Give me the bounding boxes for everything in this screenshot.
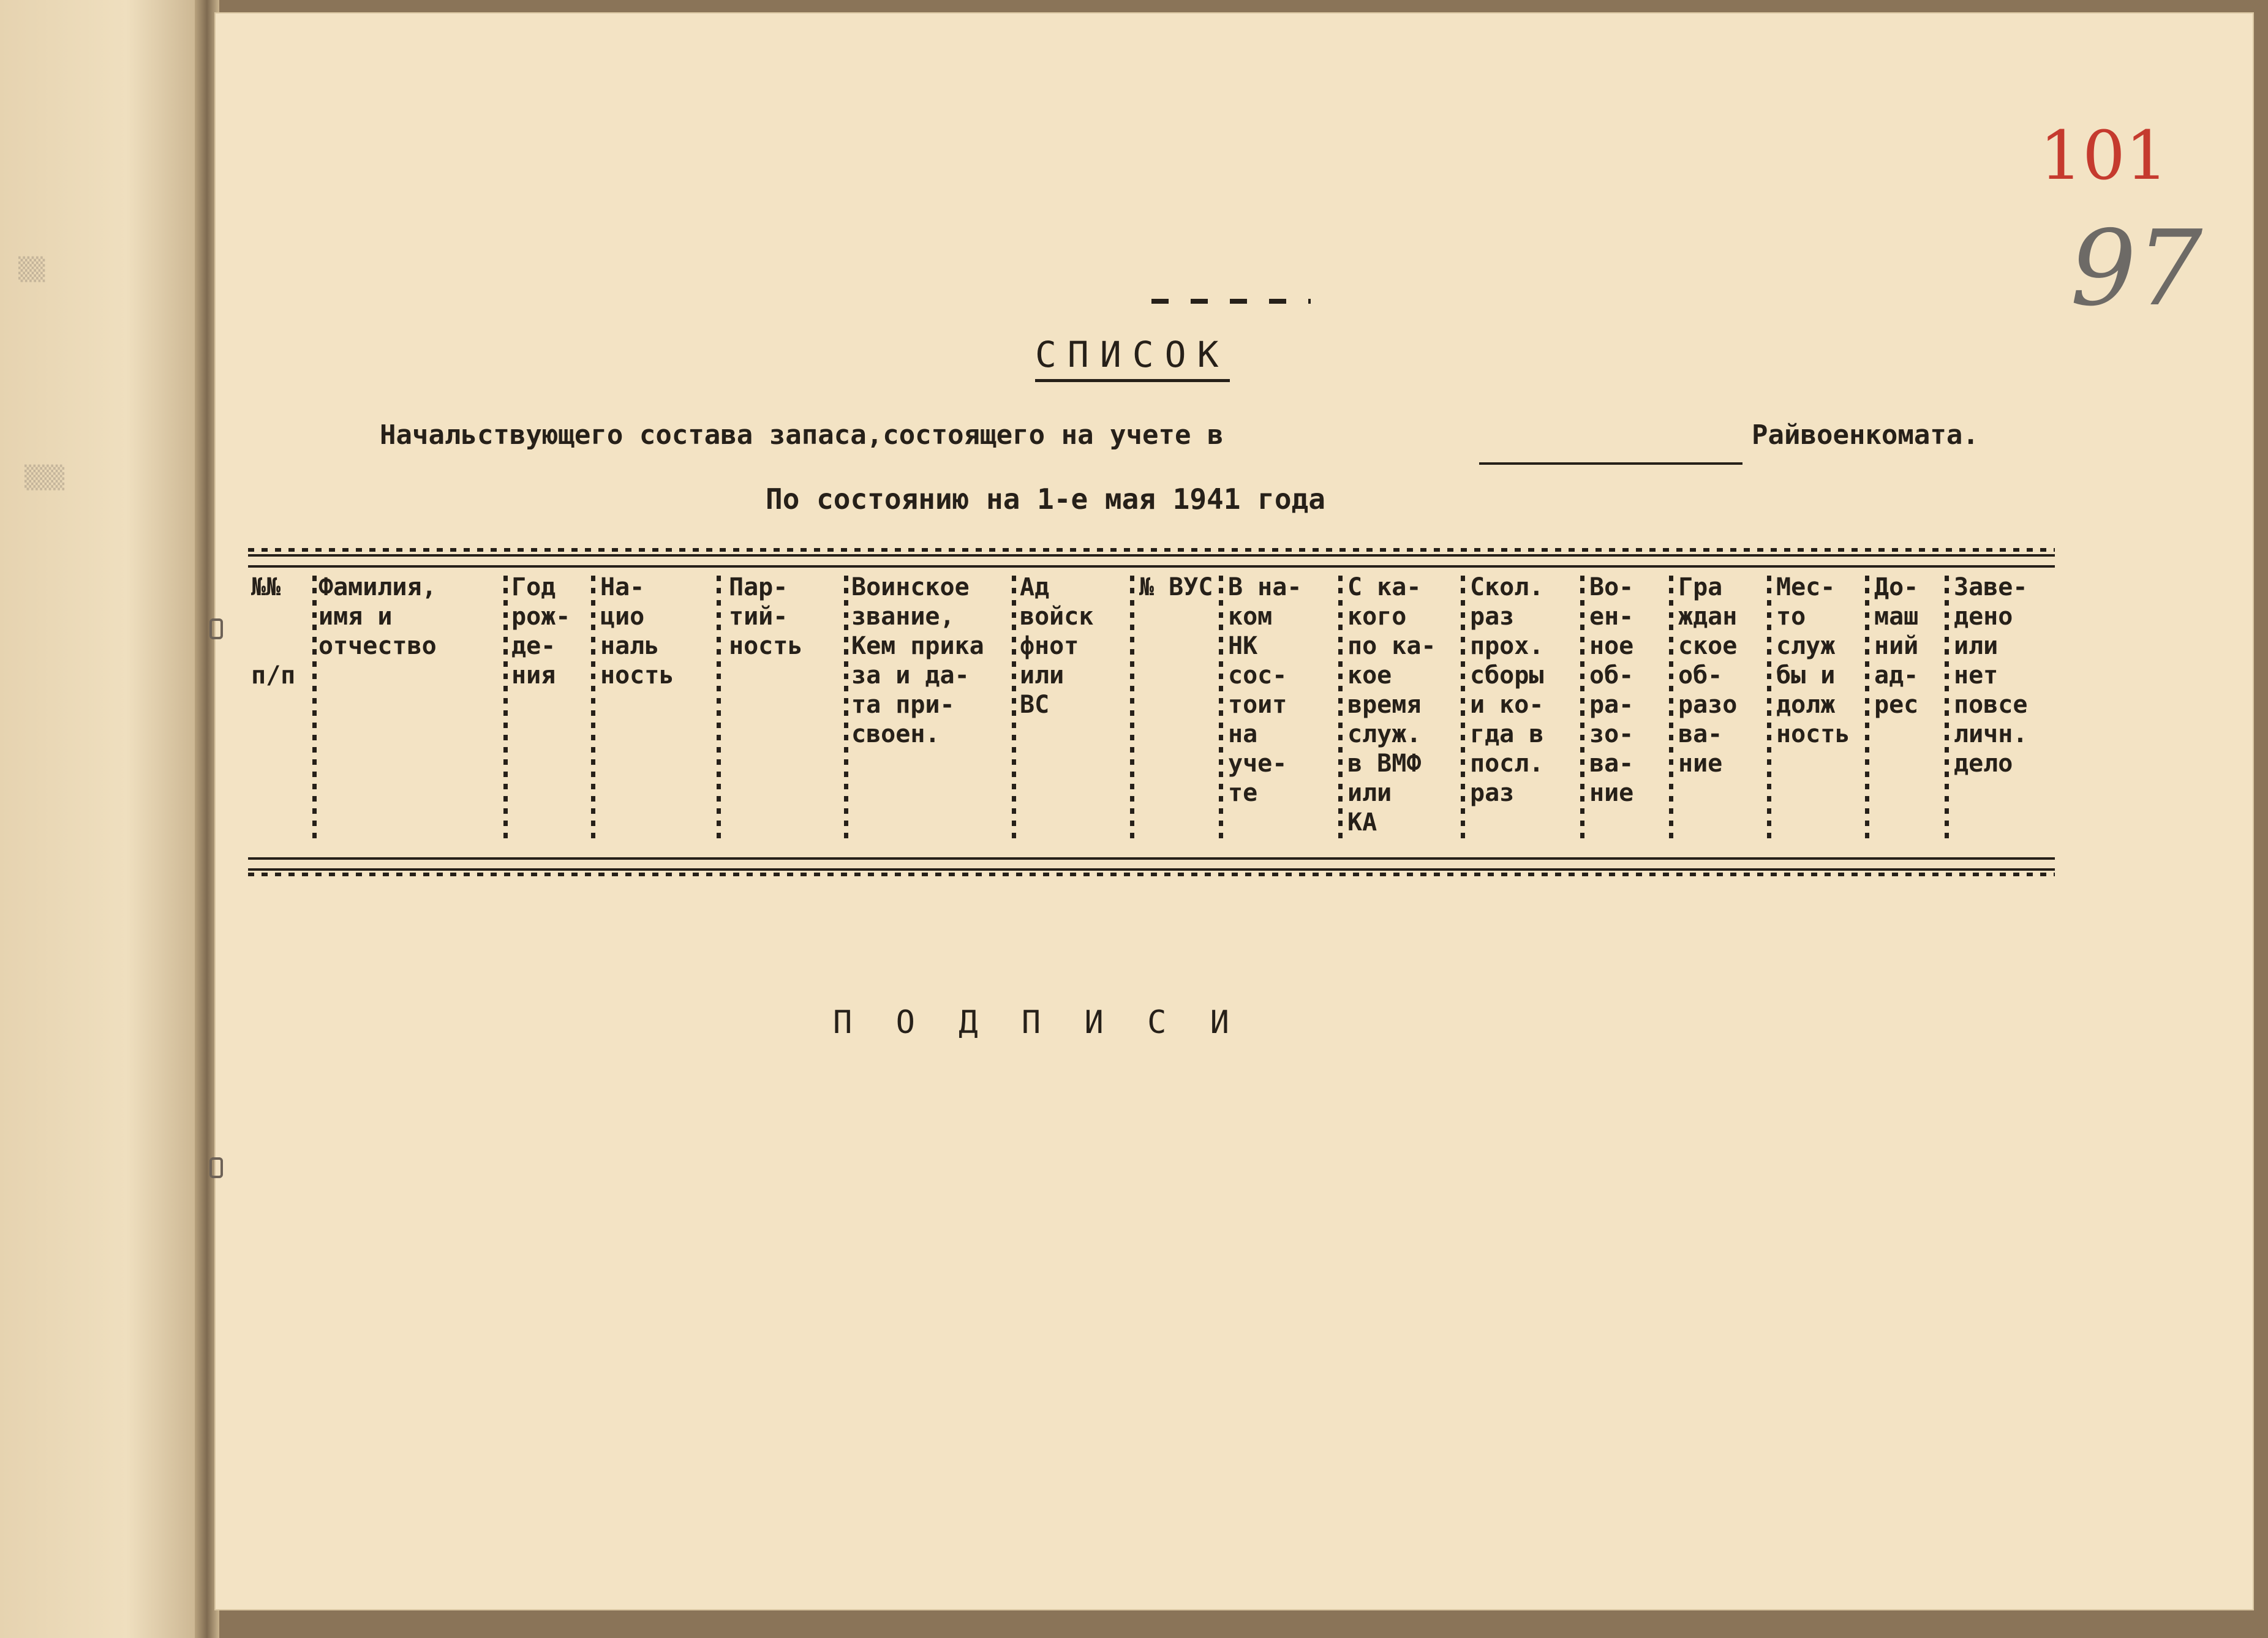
column-separator bbox=[1669, 576, 1673, 845]
col-header-service-years: С ка- кого по ка- кое время служ. в ВМФ или КА bbox=[1347, 573, 1436, 836]
column-separator bbox=[1865, 576, 1869, 845]
col-header-vus: № ВУС bbox=[1139, 573, 1213, 601]
bleed-through-text: ▒▒▒ bbox=[24, 465, 65, 490]
column-separator bbox=[717, 576, 721, 845]
bleed-through-text: ▒▒ bbox=[18, 257, 45, 282]
subtitle-right: Райвоенкомата. bbox=[1752, 419, 1979, 451]
column-separator bbox=[1338, 576, 1343, 845]
column-separator bbox=[312, 576, 317, 845]
archive-number-pencil: 97 bbox=[2070, 208, 2203, 329]
title-dashes bbox=[1151, 299, 1311, 304]
column-separator bbox=[844, 576, 848, 845]
blank-fill-line bbox=[1479, 462, 1742, 465]
column-separator bbox=[503, 576, 508, 845]
table-top-rule bbox=[248, 554, 2055, 568]
col-header-file: Заве- дено или нет повсе личн. дело bbox=[1954, 573, 2028, 778]
col-header-military-edu: Во- ен- ное об- ра- зо- ва- ние bbox=[1589, 573, 1634, 807]
column-separator bbox=[1219, 576, 1223, 845]
column-separator bbox=[1945, 576, 1949, 845]
column-separator bbox=[1580, 576, 1584, 845]
col-header-address: До- маш ний ад- рес bbox=[1874, 573, 1919, 719]
archive-number-red: 101 bbox=[2040, 116, 2168, 195]
staple bbox=[209, 1157, 223, 1178]
col-header-nationality: На- цио наль ность bbox=[600, 573, 674, 689]
col-header-number: №№ п/п bbox=[251, 573, 296, 689]
col-header-civil-edu: Гра ждан ское об- разо ва- ние bbox=[1678, 573, 1738, 778]
table-bottom-dotted-rule bbox=[248, 873, 2055, 876]
staple bbox=[209, 618, 223, 639]
col-header-service-type: Ад войск фнот или ВС bbox=[1020, 573, 1094, 719]
col-header-birth-year: Год рож- де- ния bbox=[511, 573, 571, 689]
left-page bbox=[0, 0, 211, 1638]
column-separator bbox=[1767, 576, 1771, 845]
signatures-label: П О Д П И С И bbox=[833, 1004, 1241, 1041]
table-bottom-rule bbox=[248, 857, 2055, 871]
table-top-dotted-rule bbox=[248, 548, 2055, 552]
subtitle-date: По состоянию на 1-е мая 1941 года bbox=[766, 483, 1325, 516]
col-header-party: Пар- тий- ность bbox=[729, 573, 803, 660]
col-header-registered: В на- ком НК сос- тоит на уче- те bbox=[1228, 573, 1302, 807]
column-separator bbox=[1012, 576, 1016, 845]
col-header-name: Фамилия, имя и отчество bbox=[318, 573, 437, 660]
col-header-rank: Воинское звание, Кем прика за и да- та при- своен. bbox=[851, 573, 984, 748]
column-separator bbox=[1461, 576, 1465, 845]
document-title: СПИСОК bbox=[1035, 334, 1230, 382]
col-header-workplace: Мес- то служ бы и долж ность bbox=[1776, 573, 1850, 748]
col-header-trainings: Скол. раз прох. сборы и ко- гда в посл. раз bbox=[1470, 573, 1544, 807]
subtitle-left: Начальствующего состава запаса,состоящего на учете в bbox=[380, 419, 1224, 451]
column-separator bbox=[591, 576, 595, 845]
column-separator bbox=[1130, 576, 1134, 845]
